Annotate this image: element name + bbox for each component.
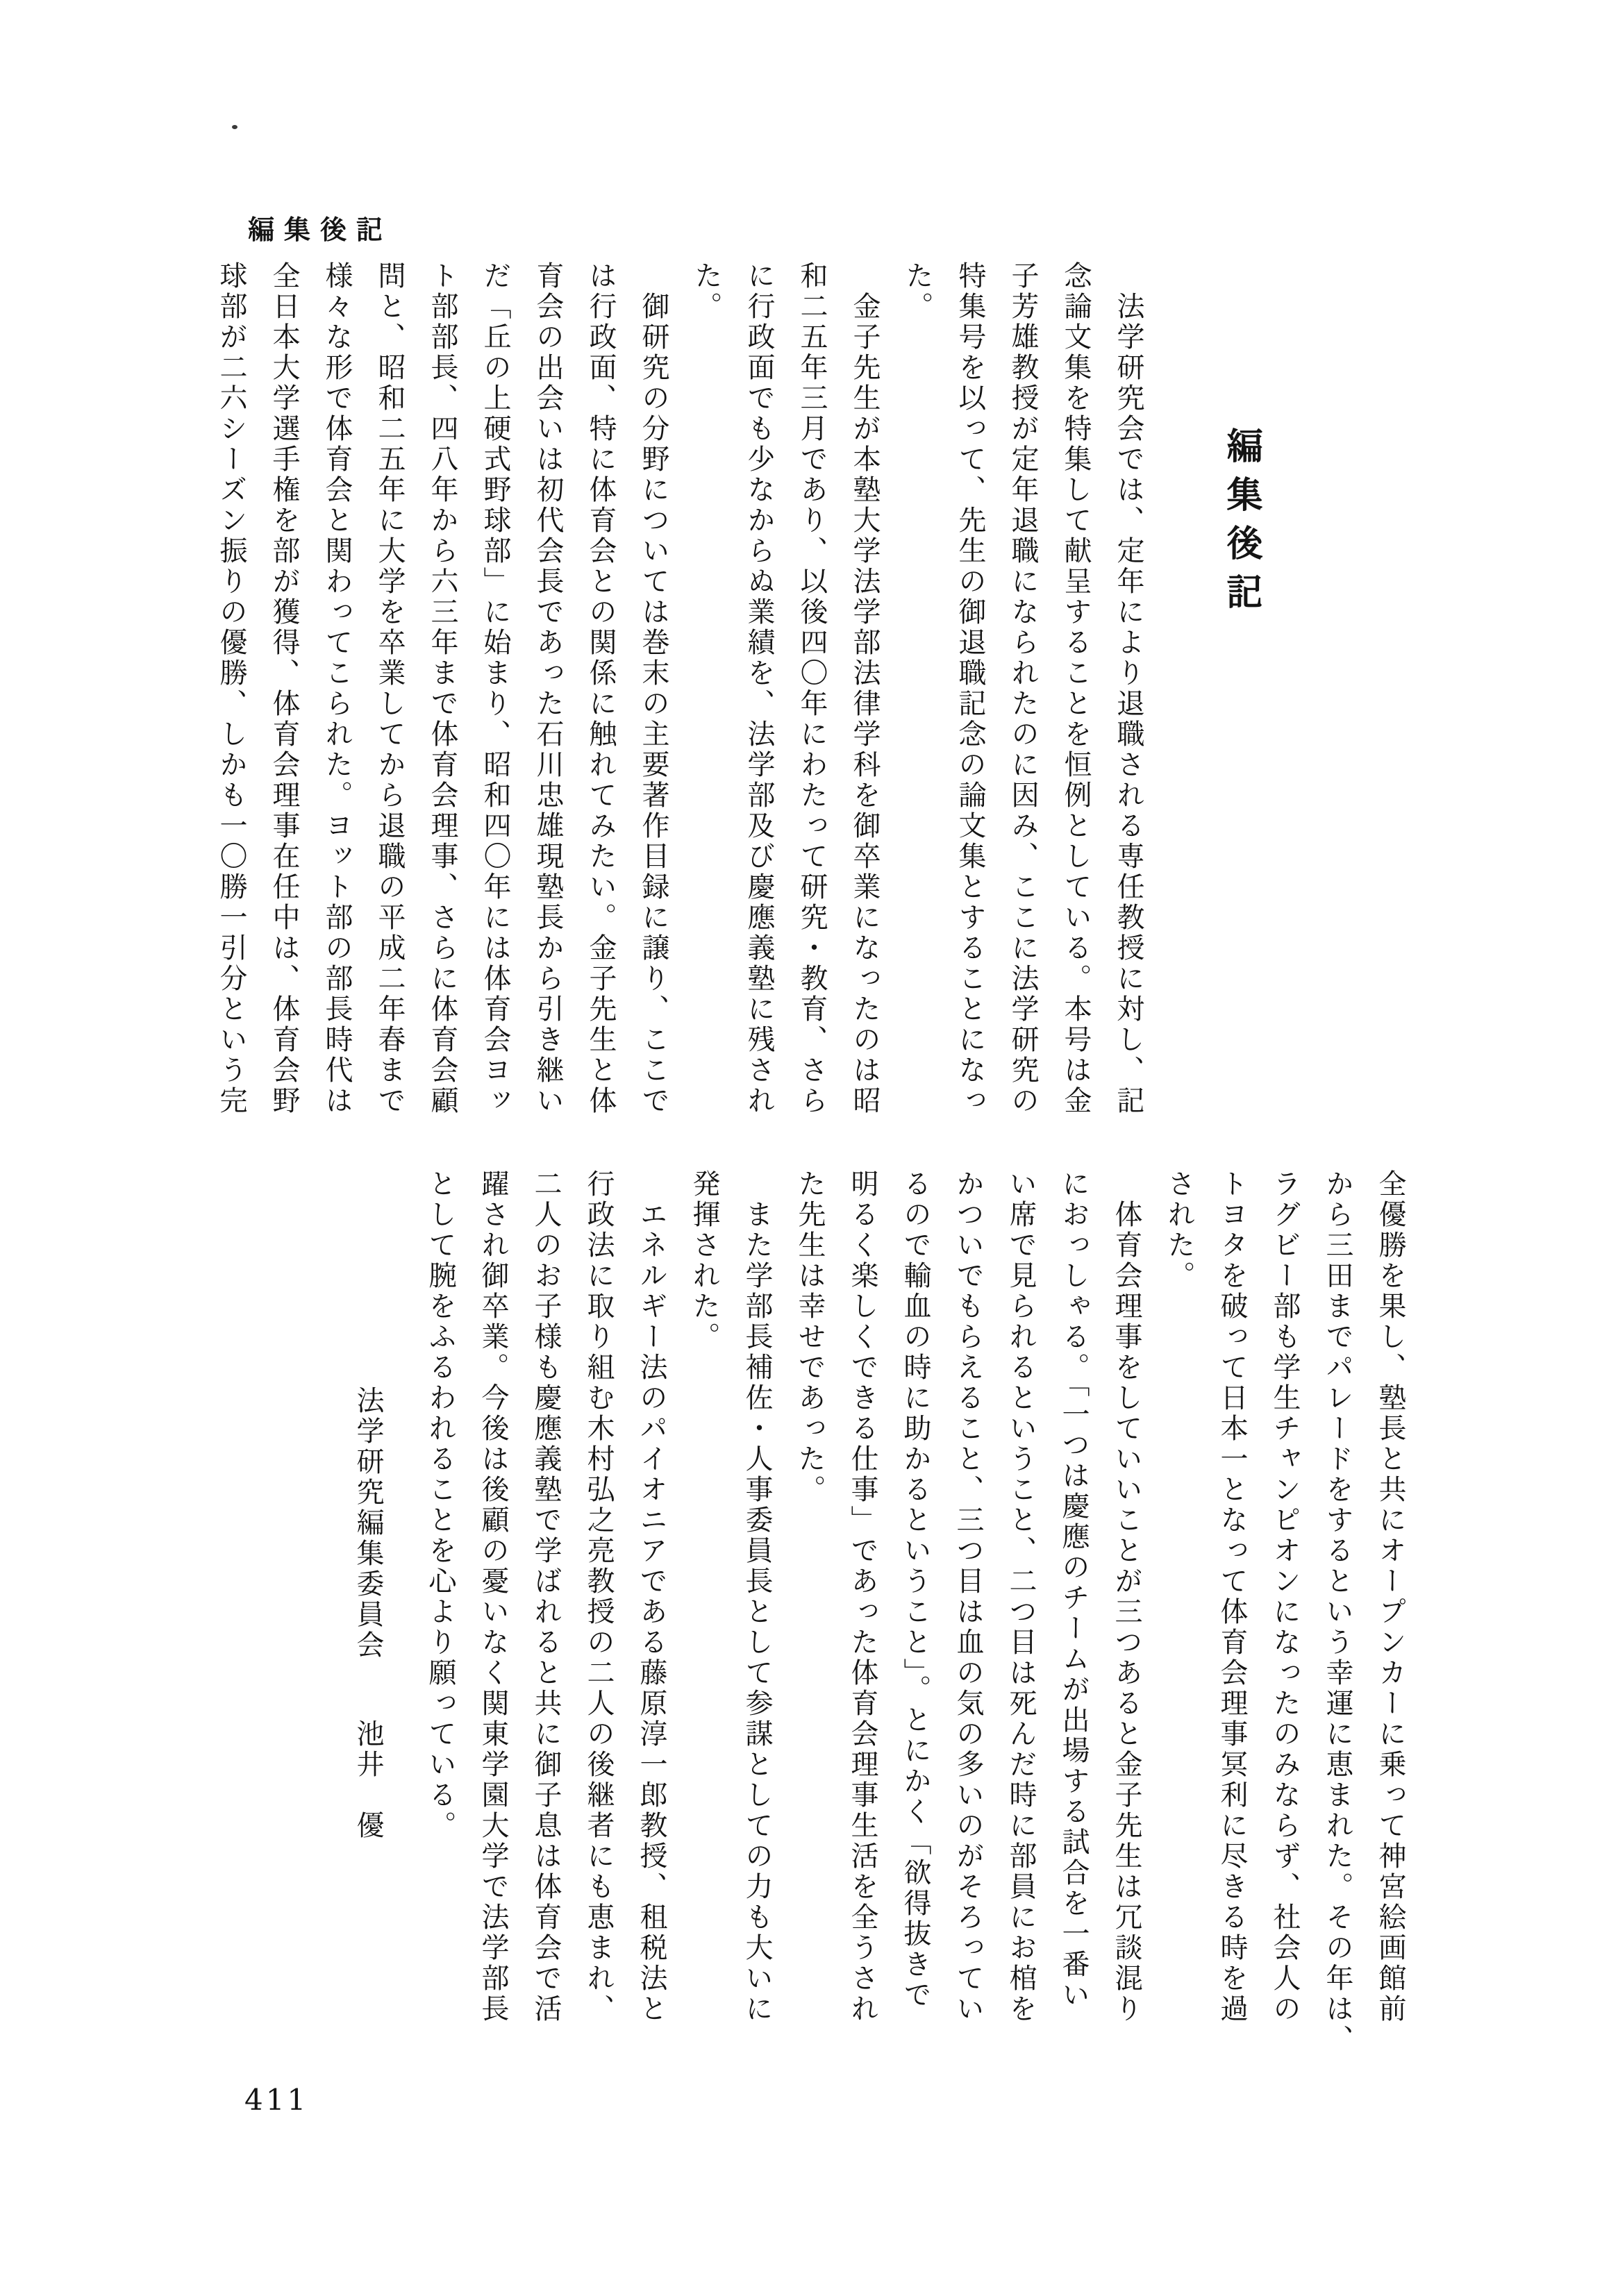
- signature-line: [342, 1386, 394, 2250]
- text-column: 様々な形で体育会と関わってこられた。ヨット部の部長時代は: [321, 261, 353, 1116]
- text-column: い席で見られるということ、二つ目は死んだ時に部員にお棺を: [1005, 1169, 1037, 2025]
- text-column: 御研究の分野については巻末の主要著作目録に譲り、ここで: [637, 261, 669, 1116]
- text-column: 全日本大学選手権を部が獲得、体育会理事在任中は、体育会野: [268, 261, 300, 1116]
- scan-speck: [232, 125, 237, 129]
- text-column: 二人のお子様も慶應義塾で学ばれると共に御子息は体育会で活: [530, 1169, 562, 2025]
- text-column: トヨタを破って日本一となって体育会理事冥利に尽きる時を過: [1216, 1169, 1248, 2025]
- text-column: ト部部長、四八年から六三年まで体育会理事、さらに体育会顧: [426, 261, 458, 1116]
- text-column: 躍され御卒業。今後は後顧の憂いなく関東学園大学で法学部長: [477, 1169, 509, 2025]
- text-column: 発揮された。: [688, 1169, 720, 1352]
- body-bottom-block: [414, 1169, 1417, 2055]
- text-column: 金子先生が本塾大学法学部法律学科を御卒業になったのは昭: [849, 261, 881, 1116]
- text-column: 特集号を以って、先生の御退職記念の論文集とすることになっ: [954, 261, 986, 1116]
- text-column: された。: [1163, 1169, 1195, 1291]
- text-column: た。: [901, 261, 933, 322]
- text-column: 問と、昭和二五年に大学を卒業してから退職の平成二年春まで: [374, 261, 406, 1116]
- page-number: 411: [244, 2083, 309, 2117]
- text-column: ラグビー部も学生チャンピオンになったのみならず、社会人の: [1269, 1169, 1301, 2025]
- text-column: るので輸血の時に助かるということ」。とにかく「欲得抜きで: [899, 1169, 931, 2011]
- text-column: エネルギー法のパイオニアである藤原淳一郎教授、租税法と: [635, 1169, 667, 2025]
- text-column: におっしゃる。「一つは慶應のチームが出場する試合を一番い: [1058, 1169, 1090, 2011]
- text-column: 念論文集を特集して献呈することを恒例としている。本号は金: [1060, 261, 1092, 1116]
- text-column: から三田までパレードをするという幸運に恵まれた。その年は、: [1321, 1169, 1353, 2055]
- text-column: 体育会理事をしていいことが三つあると金子先生は冗談混り: [1110, 1169, 1142, 2025]
- signature-column: [342, 1386, 394, 2250]
- text-column: 行政法に取り組む木村弘之亮教授の二人の後継者にも恵まれ、: [583, 1169, 615, 2025]
- text-column: 子芳雄教授が定年退職になられたのに因み、ここに法学研究の: [1007, 261, 1039, 1116]
- text-column: 全優勝を果し、塾長と共にオープンカーに乗って神宮絵画館前: [1374, 1169, 1406, 2025]
- signature-author: 池井 優: [352, 1719, 384, 1841]
- text-column: また学部長補佐・人事委員長として参謀としての力も大いに: [741, 1169, 773, 2025]
- text-column: として腕をふるわれることを心より願っている。: [424, 1169, 456, 1841]
- text-column: た。: [690, 261, 722, 322]
- signature-committee: 法学研究編集委員会: [352, 1386, 384, 1661]
- text-column: た先生は幸せであった。: [794, 1169, 826, 1505]
- text-column: 明るく楽しくできる仕事」であった体育会理事生活を全うされ: [846, 1169, 878, 2025]
- text-column: だ「丘の上硬式野球部」に始まり、昭和四〇年には体育会ヨッ: [479, 261, 511, 1116]
- text-column: 和二五年三月であり、以後四〇年にわたって研究・教育、さら: [796, 261, 828, 1116]
- text-column: 球部が二六シーズン振りの優勝、しかも一〇勝一引分という完: [215, 261, 247, 1116]
- text-column: かついでもらえること、三つ目は血の気の多いのがそろってい: [952, 1169, 984, 2025]
- text-column: 法学研究会では、定年により退職される専任教授に対し、記: [1112, 261, 1144, 1116]
- text-column: 育会の出会いは初代会長であった石川忠雄現塾長から引き継い: [532, 261, 564, 1116]
- page-header-label: 編集後記: [248, 214, 393, 245]
- text-column: に行政面でも少なからぬ業績を、法学部及び慶應義塾に残され: [743, 261, 775, 1116]
- article-title: 編集後記: [1220, 427, 1262, 621]
- body-top-block: [205, 261, 1155, 1125]
- text-column: は行政面、特に体育会との関係に触れてみたい。金子先生と体: [585, 261, 617, 1116]
